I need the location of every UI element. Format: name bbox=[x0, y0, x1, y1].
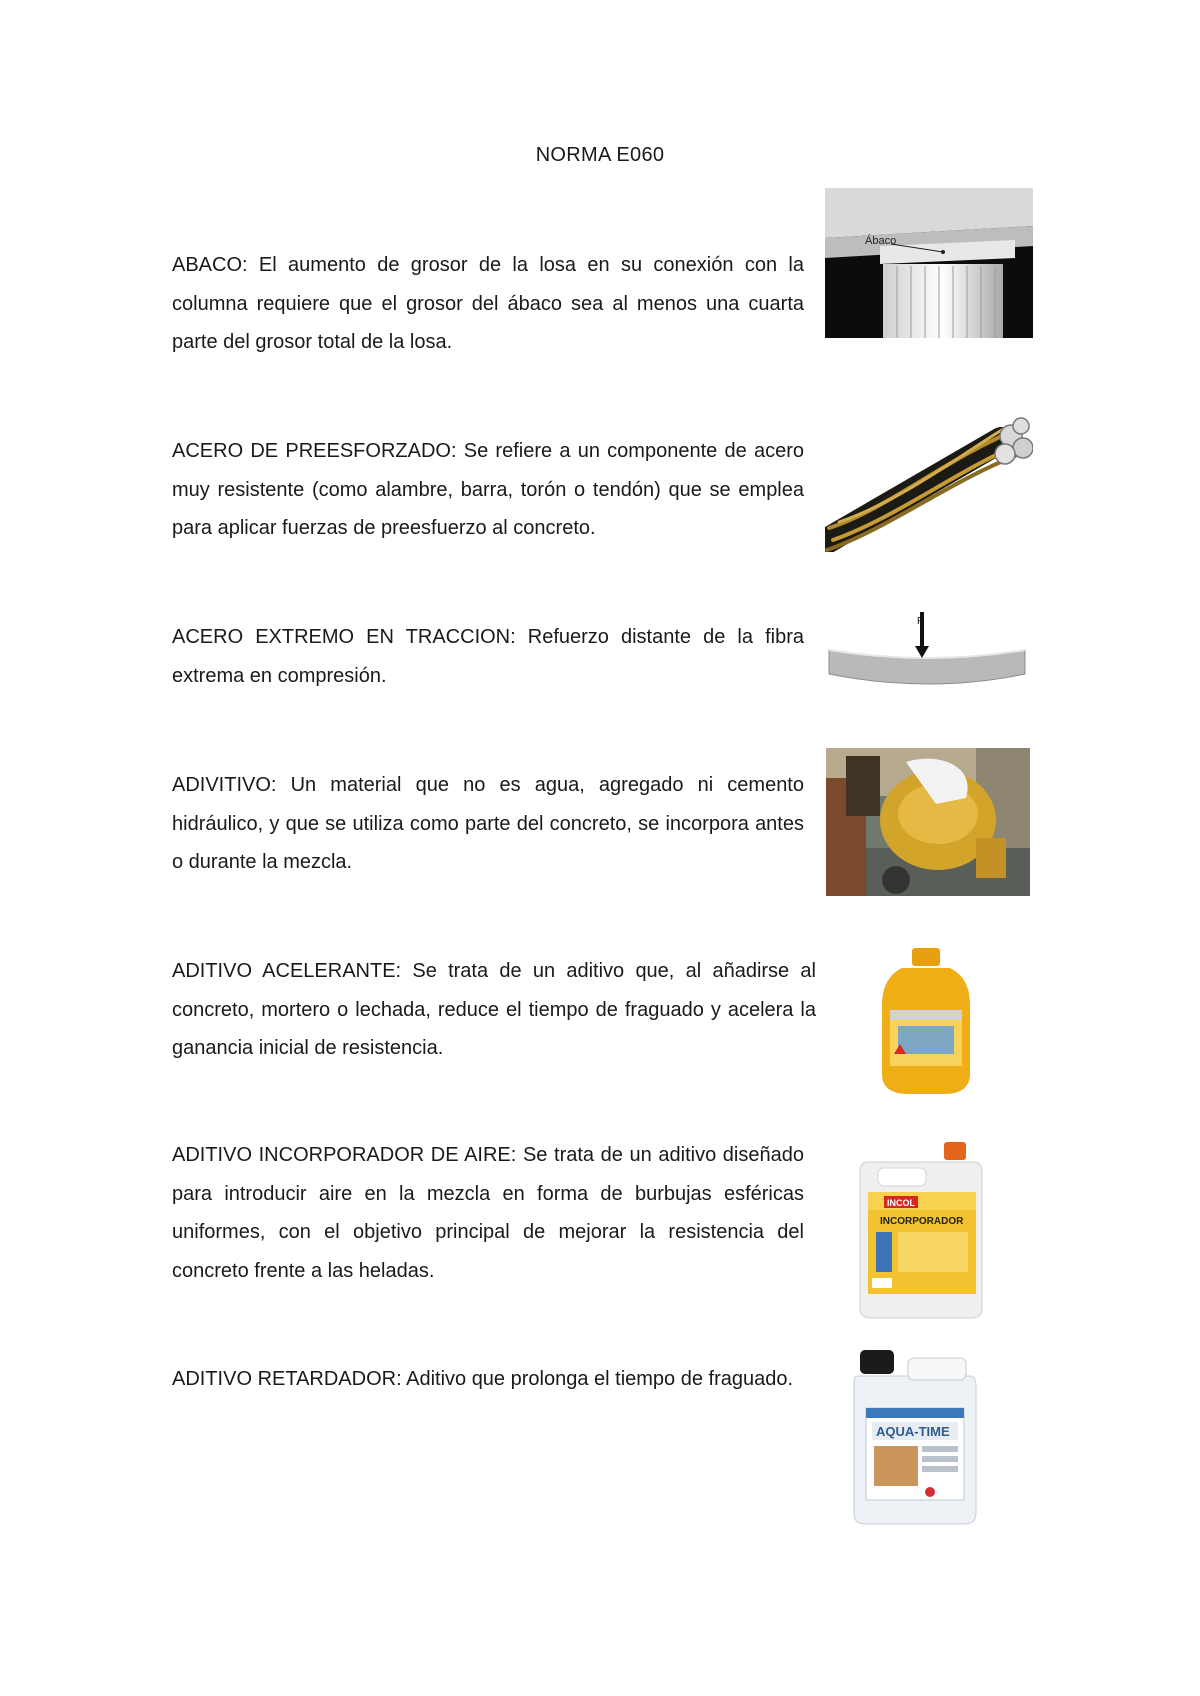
abacus-column-photo-icon bbox=[825, 188, 1033, 338]
definition-abaco: ABACO: El aumento de grosor de la losa en su conexión con la columna requiere que el grosor del ábaco sea al menos una cuarta parte del grosor total de la losa. bbox=[172, 254, 804, 353]
abaco-label: Ábaco bbox=[865, 235, 897, 247]
definition-aditivo-acelerante: ADITIVO ACELERANTE: Se trata de un aditivo que, al añadirse al concreto, mortero o lechada, reduce el tiempo de fraguado y acelera la ganancia inicial de resistencia. bbox=[172, 960, 816, 1059]
page-title: NORMA E060 bbox=[535, 144, 665, 166]
jerrycan-photo-icon bbox=[852, 1348, 978, 1526]
white-canister-photo-icon bbox=[858, 1140, 984, 1320]
jerrycan-product-label: AQUA-TIME bbox=[876, 1424, 950, 1439]
canister-product-label: INCORPORADOR bbox=[880, 1216, 964, 1227]
canister-brand-label: INCOL bbox=[887, 1198, 915, 1208]
bent-beam-diagram-icon bbox=[825, 602, 1033, 694]
concrete-mixer-photo-icon bbox=[826, 748, 1030, 896]
definition-acero-extremo-traccion: ACERO EXTREMO EN TRACCION: Refuerzo distante de la fibra extrema en compresión. bbox=[172, 626, 804, 687]
definition-acero-preesforzado: ACERO DE PREESFORZADO: Se refiere a un componente de acero muy resistente (como alambre, barra, torón o tendón) que se emplea para aplicar fuerzas de preesfuerzo al concreto. bbox=[172, 440, 804, 539]
definition-aditivo-retardador: ADITIVO RETARDADOR: Aditivo que prolonga el tiempo de fraguado. bbox=[172, 1368, 794, 1390]
force-label: P bbox=[917, 616, 924, 627]
steel-strand-photo-icon bbox=[825, 410, 1033, 552]
yellow-jug-photo-icon bbox=[880, 946, 972, 1096]
definition-aditivo-incorporador-aire: ADITIVO INCORPORADOR DE AIRE: Se trata de un aditivo diseñado para introducir aire en la mezcla en forma de burbujas esféricas uniformes, con el objetivo principal de mejorar la resistencia del concreto frente a las heladas. bbox=[172, 1144, 804, 1282]
definition-aditivo: ADIVITIVO: Un material que no es agua, agregado ni cemento hidráulico, y que se utiliza como parte del concreto, se incorpora antes o durante la mezcla. bbox=[172, 774, 804, 873]
